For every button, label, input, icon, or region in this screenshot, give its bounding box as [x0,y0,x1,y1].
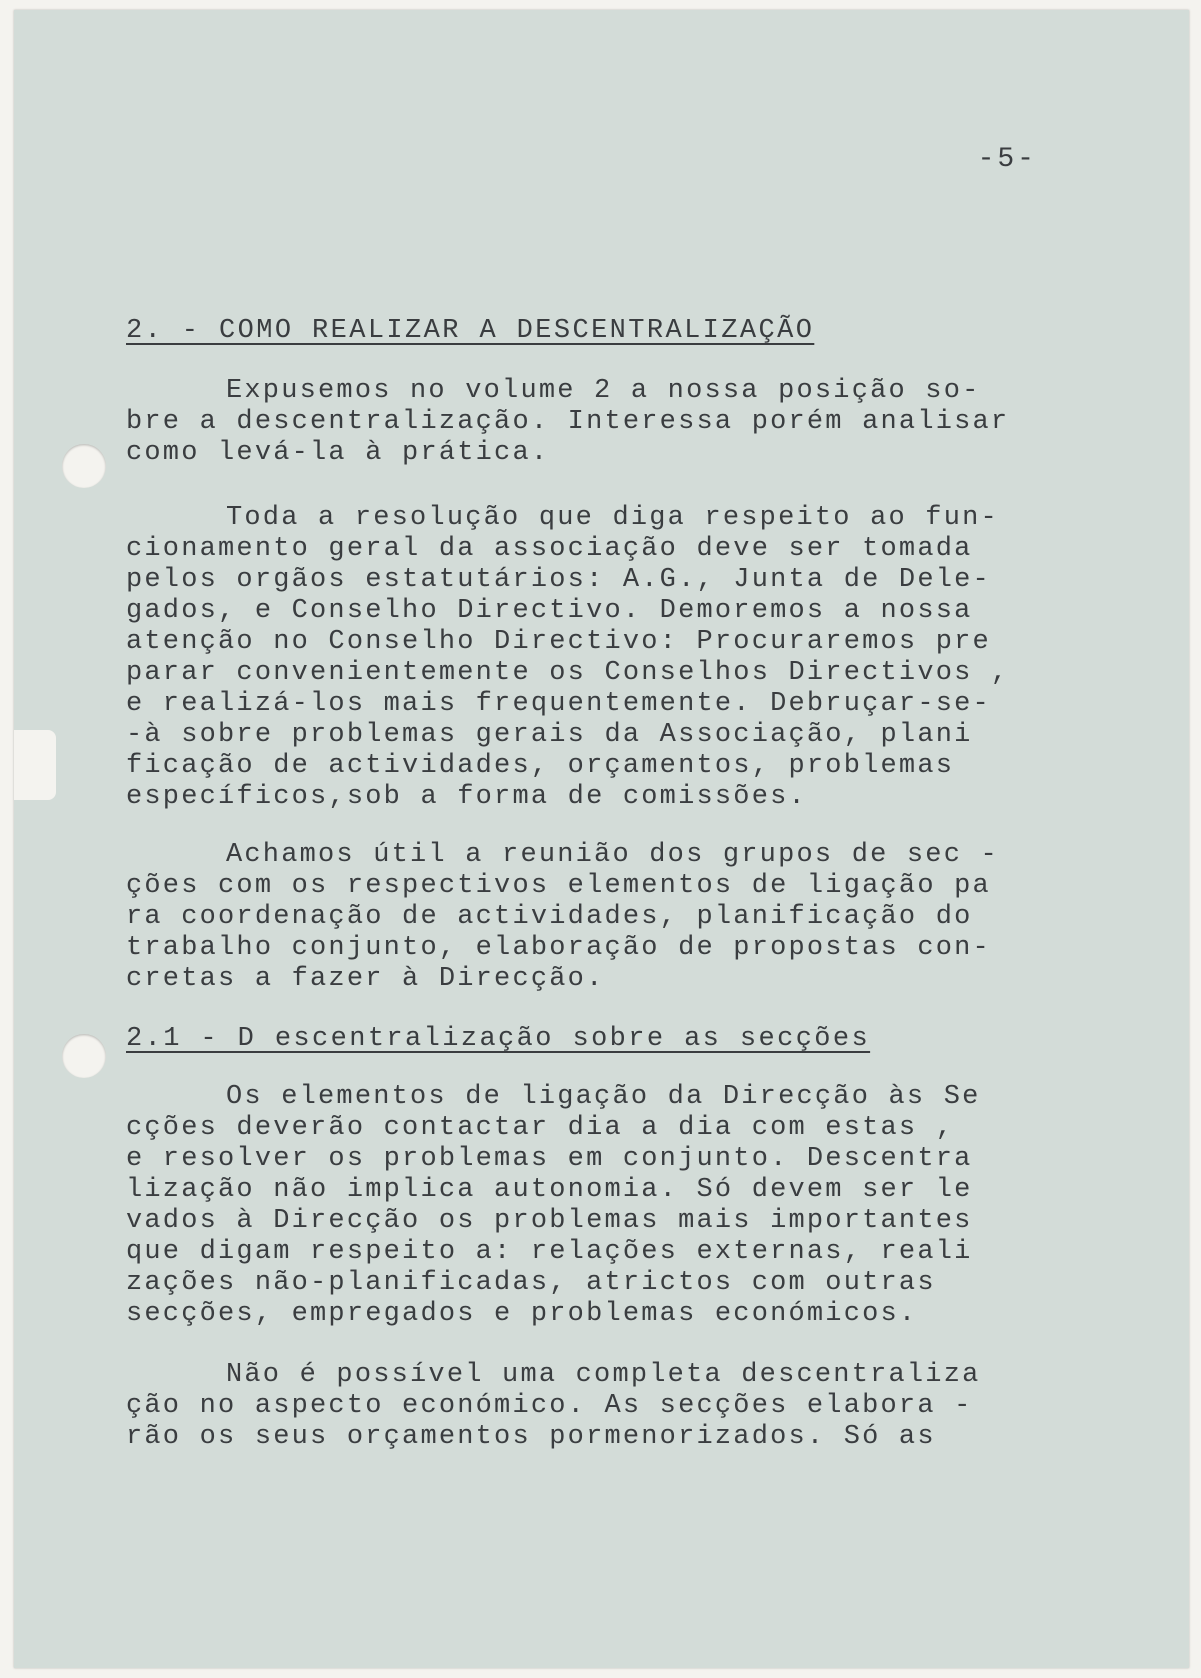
text-line: específicos,sob a forma de comissões. [126,782,807,812]
text-line: ções com os respectivos elementos de ligação pa [126,871,991,901]
paragraph [126,840,1086,995]
text-line: Os elementos de ligação da Direcção às Se [226,1082,981,1112]
text-line: gados, e Conselho Directivo. Demoremos a nossa [126,596,973,626]
text-line: como levá-la à prática. [126,438,550,468]
text-line: cretas a fazer à Direcção. [126,964,605,994]
page-number: -5- [977,144,1037,175]
text-line: atenção no Conselho Directivo: Procuraremos pre [126,627,991,657]
text-line: Expusemos no volume 2 a nossa posição so- [226,376,981,406]
paragraph [126,376,1086,469]
text-line: -à sobre problemas gerais da Associação, plani [126,720,973,750]
text-line: Achamos útil a reunião dos grupos de sec - [226,840,999,870]
text-line: pelos orgãos estatutários: A.G., Junta de Dele- [126,565,991,595]
document-sheet [14,10,1189,1668]
text-line: zações não-planificadas, atrictos com outras [126,1268,936,1298]
text-line: bre a descentralização. Interessa porém analisar [126,407,1010,437]
section-heading: 2.1 - D escentralização sobre as secções [126,1024,871,1054]
text-line: ra coordenação de actividades, planificação do [126,902,973,932]
text-line: cções deverão contactar dia a dia com estas , [126,1113,955,1143]
text-line: parar convenientemente os Conselhos Directivos , [126,658,1010,688]
text-line: secções, empregados e problemas económicos. [126,1299,918,1329]
text-line: e resolver os problemas em conjunto. Descentra [126,1144,973,1174]
text-line: trabalho conjunto, elaboração de propostas con- [126,933,991,963]
text-line: ção no aspecto económico. As secções elabora - [126,1391,973,1421]
text-line: cionamento geral da associação deve ser tomada [126,534,973,564]
paragraph [126,1360,1086,1453]
text-line: que digam respeito a: relações externas, reali [126,1237,973,1267]
paragraph [126,503,1086,813]
text-line: lização não implica autonomia. Só devem ser le [126,1175,973,1205]
section-heading: 2. - COMO REALIZAR A DESCENTRALIZAÇÃO [126,316,815,346]
text-line: Não é possível uma completa descentraliza [226,1360,981,1390]
text-line: ficação de actividades, orçamentos, problemas [126,751,955,781]
paragraph [126,1082,1086,1330]
page-content [14,10,1189,1668]
text-line: rão os seus orçamentos pormenorizados. Só as [126,1422,936,1452]
text-line: vados à Direcção os problemas mais importantes [126,1206,973,1236]
text-line: Toda a resolução que diga respeito ao fun- [226,503,999,533]
text-line: e realizá-los mais frequentemente. Debruçar-se- [126,689,991,719]
